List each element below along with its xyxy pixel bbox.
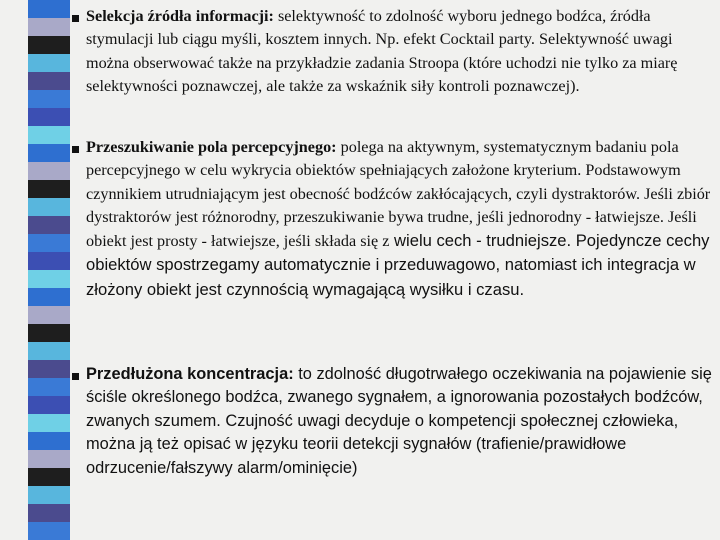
paragraph-text: polega na aktywnym, systematycznym badaniu pola percepcyjnego w celu wykrycia obiektów spełniających założone kryterium. Podstawowym czynnikiem utrudniającym jest obecność bodźców zakłócających, czyli dystraktorów. Jeśli zbiór dystraktorów jest różnorodny, przeszukiwanie bywa trudne, jeśli jednorodny - łatwiejsze. Jeśli obiekt jest prosty - łatwiejsze, jeśli składa się z: [86, 138, 711, 251]
paragraph-text: selektywność to zdolność wyboru jednego bodźca, źródła stymulacji lub ciągu myśli, kosztem innych. Np. efekt Cocktail party. Selektywność uwagi można obserwować także na przykładzie zadania Stroopa (które uchodzi nie tylko za miarę selektywności poznawczej, ale także za wskaźnik siły kontroli poznawczej).: [86, 7, 678, 95]
stripe-segment: [28, 486, 70, 504]
stripe-segment: [28, 180, 70, 198]
stripe-segment: [28, 36, 70, 54]
stripe-segment: [28, 468, 70, 486]
stripe-segment: [28, 252, 70, 270]
stripe-segment: [28, 72, 70, 90]
bullet-square-icon: [72, 146, 79, 153]
stripe-segment: [28, 432, 70, 450]
stripe-segment: [28, 234, 70, 252]
bullet-square-icon: [72, 15, 79, 22]
paragraph-selekcja: [86, 5, 714, 98]
paragraph-koncentracja: [86, 363, 714, 480]
stripe-segment: [28, 162, 70, 180]
stripe-segment: [28, 18, 70, 36]
stripe-segment: [28, 522, 70, 540]
paragraph-heading: Przedłużona koncentracja:: [86, 365, 294, 383]
stripe-segment: [28, 216, 70, 234]
stripe-segment: [28, 396, 70, 414]
stripe-segment: [28, 378, 70, 396]
paragraph-text-sans: wielu cech - trudniejsze. Pojedyncze cechy obiektów spostrzegamy automatycznie i przeduwagowo, natomiast ich integracja w złożony obiekt jest czynnością wymagającą wysiłku i czasu.: [86, 231, 710, 299]
stripe-segment: [28, 0, 70, 18]
stripe-segment: [28, 360, 70, 378]
stripe-segment: [28, 144, 70, 162]
decorative-color-stripe: [28, 0, 70, 540]
stripe-segment: [28, 504, 70, 522]
stripe-segment: [28, 450, 70, 468]
stripe-segment: [28, 90, 70, 108]
stripe-segment: [28, 324, 70, 342]
paragraph-heading: Selekcja źródła informacji:: [86, 7, 274, 25]
paragraph-text: to zdolność długotrwałego oczekiwania na pojawienie się ściśle określonego bodźca, zwanego sygnałem, a ignorowania pozostałych bodźców, zwanych szumem. Czujność uwagi decyduje o kompetencji społecznej człowieka, można ją też opisać w języku teorii detekcji sygnałów (trafienie/prawidłowe odrzucenie/fałszywy alarm/ominięcie): [86, 365, 712, 477]
stripe-segment: [28, 126, 70, 144]
stripe-segment: [28, 108, 70, 126]
stripe-segment: [28, 270, 70, 288]
stripe-segment: [28, 54, 70, 72]
stripe-segment: [28, 414, 70, 432]
stripe-segment: [28, 288, 70, 306]
bullet-square-icon: [72, 373, 79, 380]
stripe-segment: [28, 342, 70, 360]
paragraph-heading: Przeszukiwanie pola percepcyjnego:: [86, 138, 337, 156]
paragraph-przeszukiwanie: [86, 136, 714, 302]
stripe-segment: [28, 306, 70, 324]
stripe-segment: [28, 198, 70, 216]
